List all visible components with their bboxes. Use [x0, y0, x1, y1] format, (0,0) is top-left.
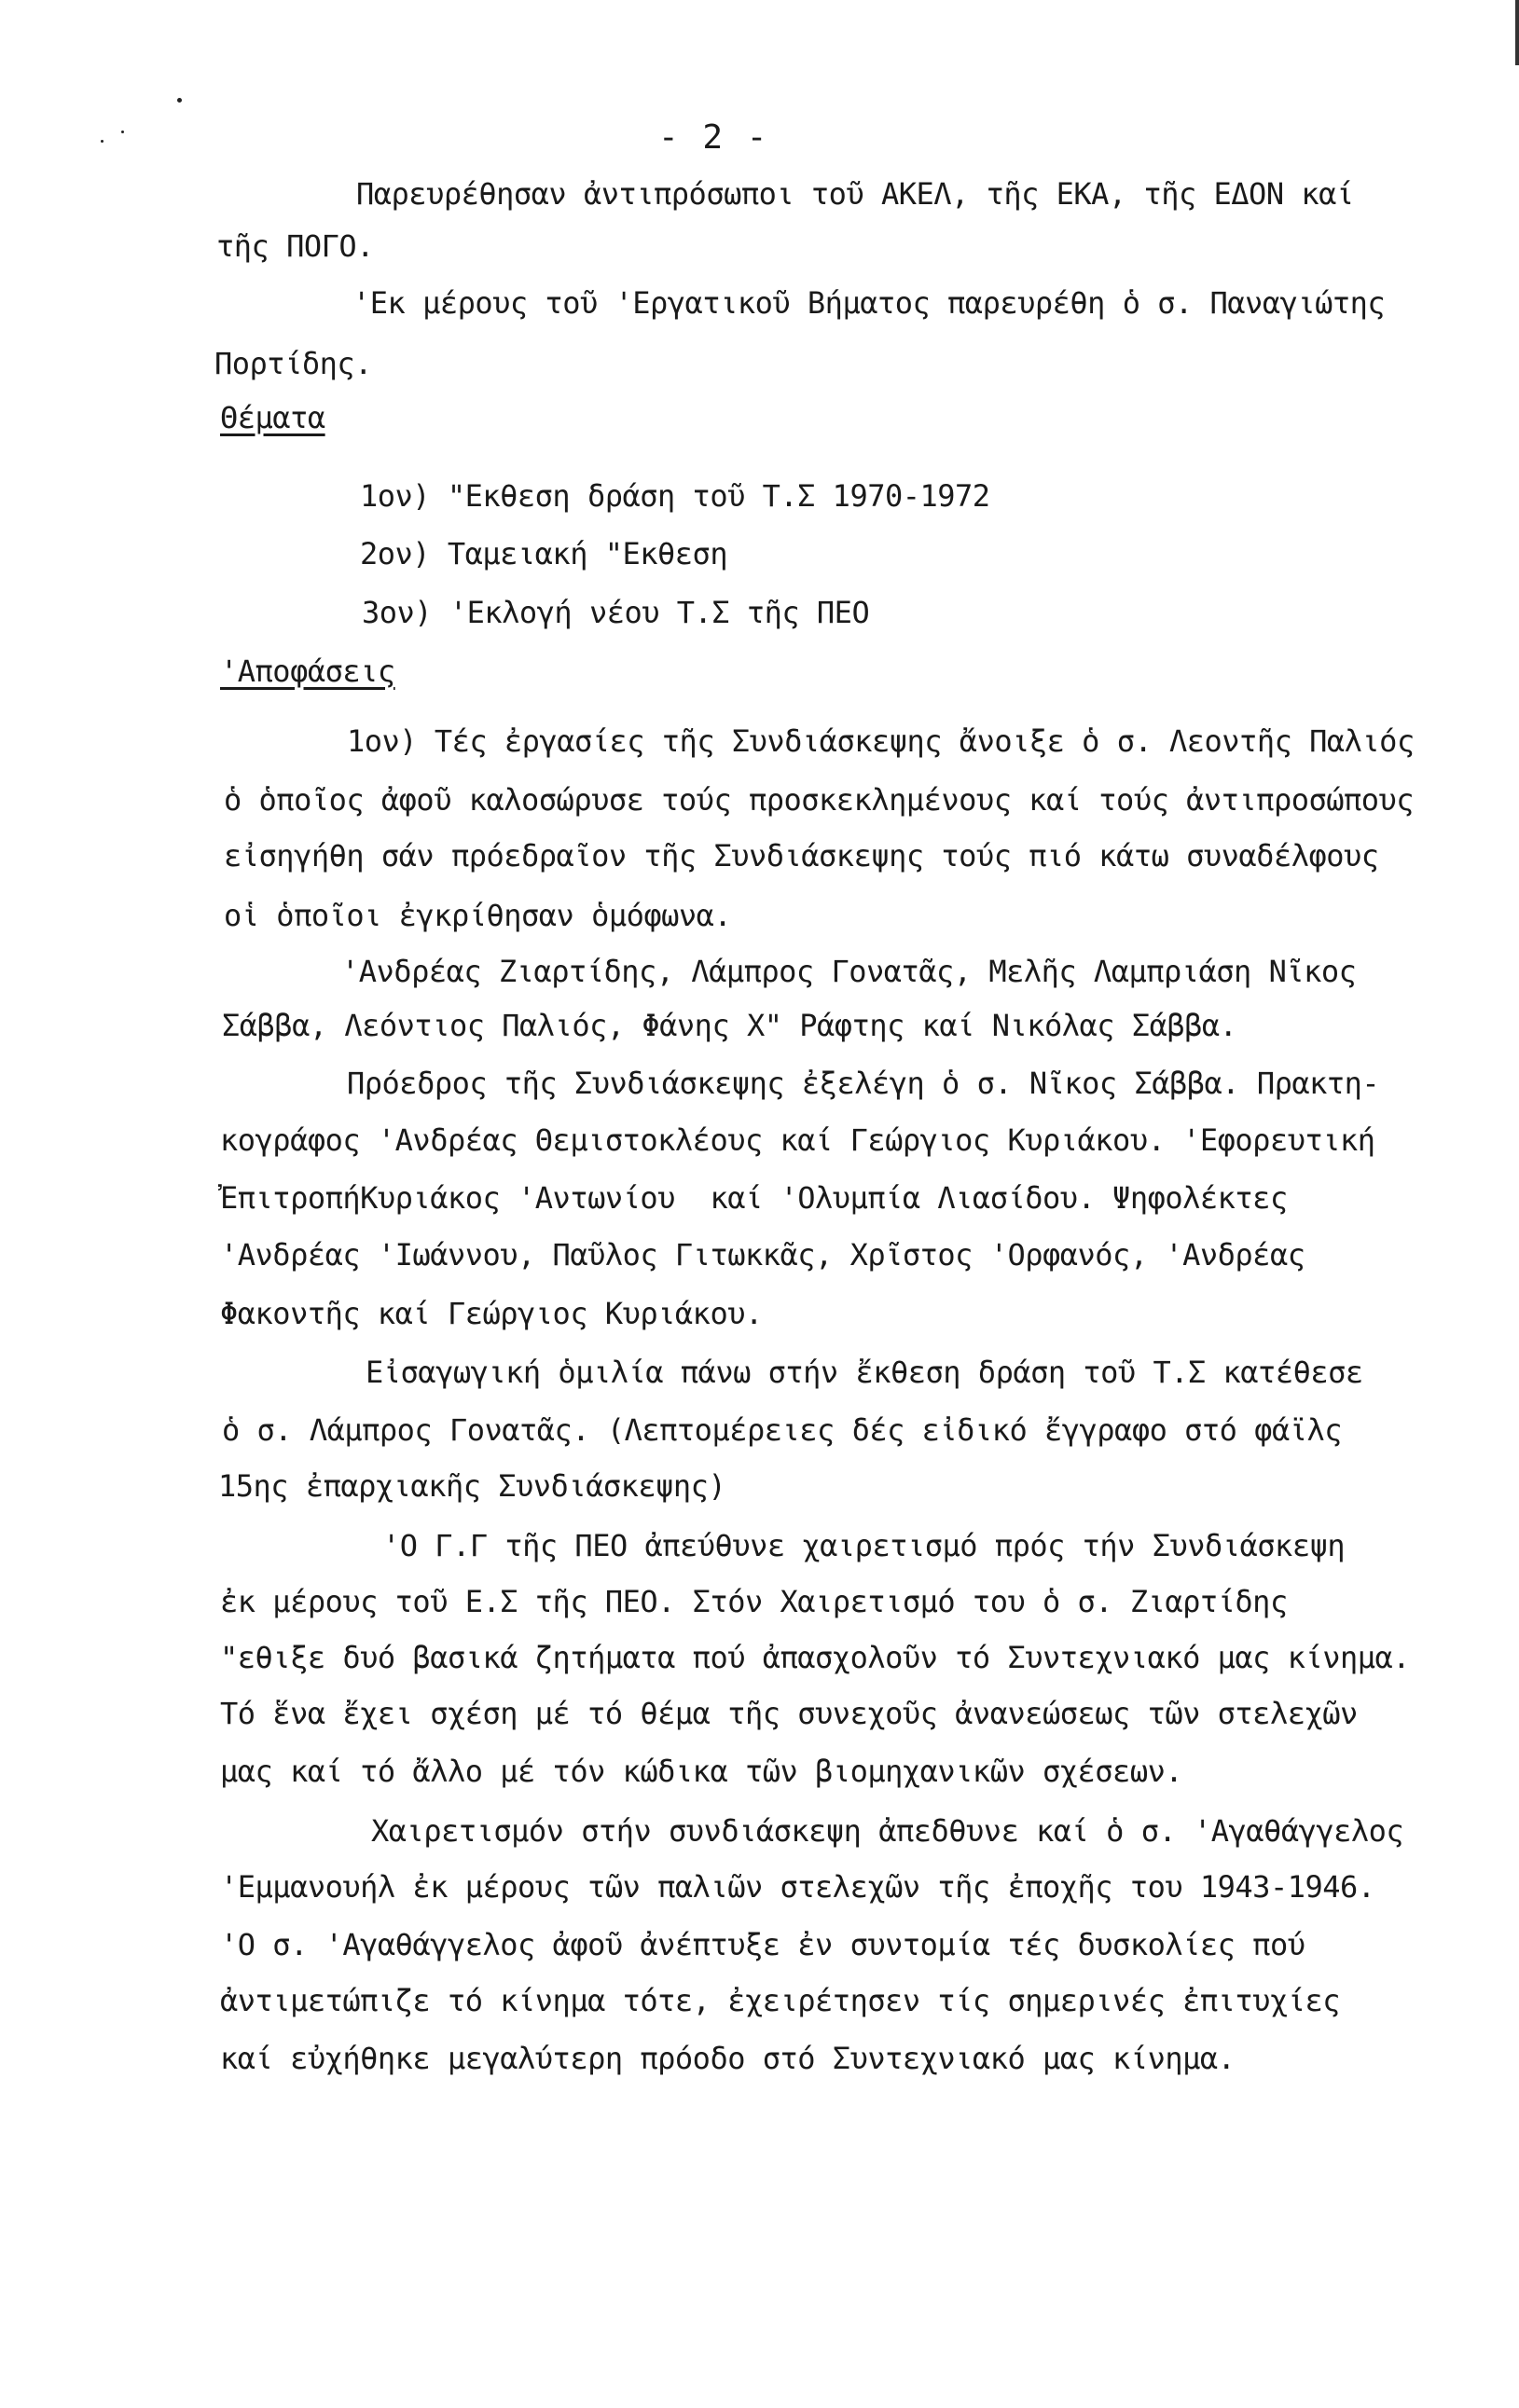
text-line: "εθιξε δυό βασικά ζητήματα πού ἀπασχολοῦν τό Συντεχνιακό μας κίνημα.	[220, 1640, 1411, 1675]
text-line: ἀντιμετώπιζε τό κίνημα τότε, ἐχειρέτησεν τίς σημερινές ἐπιτυχίες	[220, 1983, 1340, 2018]
text-line: 15ης ἐπαρχιακῆς Συνδιάσκεψης)	[218, 1468, 726, 1504]
speck	[101, 140, 104, 143]
text-line: Χαιρετισμόν στήν συνδιάσκεψη ἀπεδθυνε καί ὁ σ. 'Αγαθάγγελος	[371, 1813, 1404, 1849]
section-heading-topics: Θέματα	[220, 400, 325, 435]
speck	[121, 131, 124, 133]
text-line: Σάββα, Λεόντιος Παλιός, Φάνης Χ" Ράφτης καί Νικόλας Σάββα.	[222, 1008, 1237, 1043]
page-number: - 2 -	[658, 118, 769, 157]
text-line: Φακοντῆς καί Γεώργιος Κυριάκου.	[220, 1296, 763, 1331]
text-line: 'Ο Γ.Γ τῆς ΠΕΟ ἀπεύθυνε χαιρετισμό πρός τήν Συνδιάσκεψη	[382, 1528, 1346, 1563]
text-line: 'Ανδρέας Ζιαρτίδης, Λάμπρος Γονατᾶς, Μελῆς Λαμπριάση Νῖκος	[341, 954, 1357, 989]
text-line: 3ον) 'Εκλογή νέου Τ.Σ τῆς ΠΕΟ	[362, 595, 870, 630]
speck	[177, 98, 182, 103]
text-line: Τό ἕνα ἔχει σχέση μέ τό θέμα τῆς συνεχοῦς ἀνανεώσεως τῶν στελεχῶν	[220, 1696, 1358, 1731]
text-line: ἘπιτροπήΚυριάκος 'Αντωνίου καί 'Ολυμπία Λιασίδου. Ψηφολέκτες	[220, 1180, 1288, 1216]
text-line: Πρόεδρος τῆς Συνδιάσκεψης ἐξελέγη ὁ σ. Νῖκος Σάββα. Πρακτη-	[347, 1066, 1380, 1101]
section-heading-decisions: 'Αποφάσεις	[220, 654, 395, 689]
text-line: ὁ ὁποῖος ἀφοῦ καλοσώρυσε τούς προσκεκλημένους καί τούς ἀντιπροσώπους	[224, 782, 1415, 818]
text-line: 1ον) Τές ἐργασίες τῆς Συνδιάσκεψης ἄνοιξε ὁ σ. Λεοντῆς Παλιός	[347, 723, 1415, 759]
text-line: 'Ο σ. 'Αγαθάγγελος ἀφοῦ ἀνέπτυξε ἐν συντομία τές δυσκολίες πού	[220, 1927, 1305, 1962]
text-line: οἱ ὁποῖοι ἐγκρίθησαν ὁμόφωνα.	[224, 898, 732, 933]
text-line: τῆς ΠΟΓΟ.	[216, 228, 374, 264]
text-line: εἰσηγήθη σάν πρόεδραῖον τῆς Συνδιάσκεψης τούς πιό κάτω συναδέλφους	[224, 838, 1379, 874]
page-edge-mark	[1515, 0, 1519, 65]
text-line: Πορτίδης.	[214, 346, 372, 381]
text-line: 'Εμμανουήλ ἐκ μέρους τῶν παλιῶν στελεχῶν τῆς ἐποχῆς του 1943-1946.	[220, 1869, 1375, 1905]
text-line: 'Ανδρέας 'Ιωάννου, Παῦλος Γιτωκκᾶς, Χρῖστος 'Ορφανός, 'Ανδρέας	[220, 1237, 1305, 1273]
text-line: μας καί τό ἄλλο μέ τόν κώδικα τῶν βιομηχανικῶν σχέσεων.	[220, 1754, 1183, 1789]
text-line: κογράφος 'Ανδρέας Θεμιστοκλέους καί Γεώργιος Κυριάκου. 'Εφορευτική	[220, 1122, 1375, 1158]
text-line: 1ον) "Εκθεση δράση τοῦ Τ.Σ 1970-1972	[360, 478, 990, 514]
text-line: 2ον) Ταμειακή "Εκθεση	[360, 536, 728, 571]
text-line: ὁ σ. Λάμπρος Γονατᾶς. (Λεπτομέρειες δές εἰδικό ἔγγραφο στό φάϊλς	[222, 1412, 1342, 1448]
text-line: καί εὐχήθηκε μεγαλύτερη πρόοδο στό Συντεχνιακό μας κίνημα.	[220, 2041, 1236, 2076]
text-line: Παρευρέθησαν ἀντιπρόσωποι τοῦ ΑΚΕΛ, τῆς ΕΚΑ, τῆς ΕΔΟΝ καί	[356, 176, 1354, 212]
text-line: 'Εκ μέρους τοῦ 'Εργατικοῦ Βήματος παρευρέθη ὁ σ. Παναγιώτης	[352, 285, 1386, 321]
text-line: ἐκ μέρους τοῦ Ε.Σ τῆς ΠΕΟ. Στόν Χαιρετισμό του ὁ σ. Ζιαρτίδης	[220, 1584, 1288, 1619]
text-line: Εἰσαγωγική ὁμιλία πάνω στήν ἔκθεση δράση τοῦ Τ.Σ κατέθεσε	[366, 1355, 1363, 1390]
